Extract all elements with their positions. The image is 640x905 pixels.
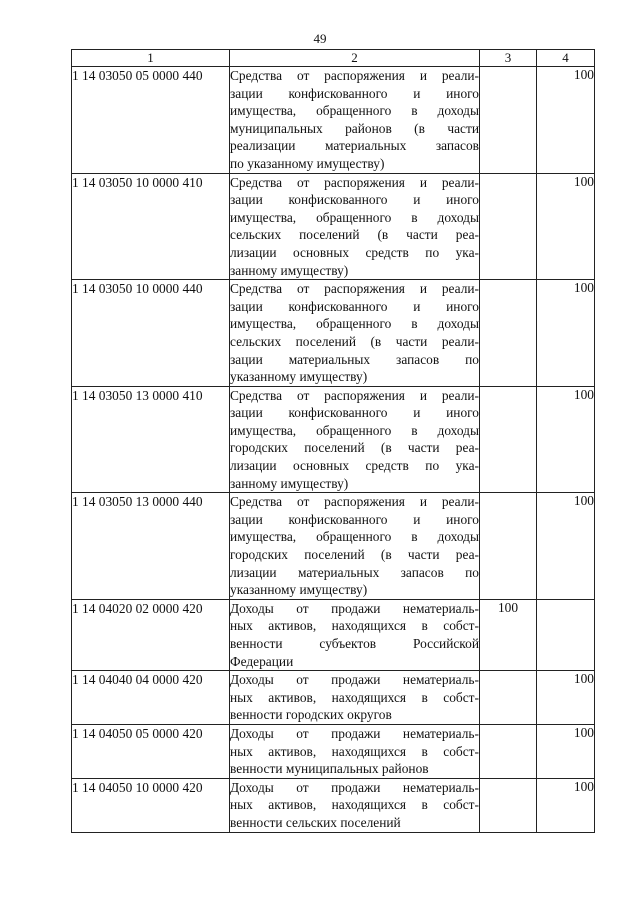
column-4-value: 100 [537,173,595,280]
table-row [72,493,595,600]
table-row [72,67,595,174]
description-line: Средства от распоряжения и реали- [230,281,479,297]
description-line: реализации материальных запасов [230,138,479,154]
page-number: 49 [313,31,327,46]
description-line: венности субъектов Российской [230,636,479,651]
column-3-value [480,724,537,778]
description-line: зации материальных запасов по [230,351,479,367]
description-line: ных активов, находящихся в собст- [230,618,479,634]
column-header-4: 4 [537,50,595,67]
description-line: имущества, обращенного в доходы [230,316,479,332]
description-line: Средства от распоряжения и реали- [230,68,479,83]
revenue-code: 1 14 04040 04 0000 420 [72,671,230,725]
description-line: занному имуществу) [230,475,349,491]
revenue-description [230,173,480,280]
column-header-3: 3 [480,50,537,67]
column-4-value: 100 [537,671,595,725]
table-row [72,386,595,493]
description-line: сельских поселений (в части реали- [230,333,479,349]
description-line: муниципальных районов (в части [230,120,479,136]
revenue-description [230,671,480,725]
description-line: Доходы от продажи нематериаль- [230,600,479,616]
column-4-value: 100 [537,280,595,387]
description-line: венности сельских поселений [230,814,401,830]
description-line: указанному имуществу) [230,369,368,385]
column-3-value [480,67,537,174]
description-line: занному имуществу) [230,262,349,278]
column-4-value [537,599,595,670]
description-line: городских поселений (в части реа- [230,547,479,563]
description-line: городских поселений (в части реа- [230,440,479,456]
description-line: имущества, обращенного в доходы [230,529,479,545]
revenue-description [230,599,480,670]
table-row [72,724,595,778]
description-line: зации конфискованного и иного [230,85,479,101]
revenue-description [230,724,480,778]
column-header-1: 1 [72,50,230,67]
revenue-code: 1 14 03050 10 0000 440 [72,280,230,387]
description-line: Средства от распоряжения и реали- [230,494,479,510]
description-line: лизации основных средств по ука- [230,458,479,474]
description-line: зации конфискованного и иного [230,298,479,314]
description-line: сельских поселений (в части реа- [230,227,479,243]
table-row [72,778,595,832]
table-header-row [72,50,595,67]
column-4-value: 100 [537,778,595,832]
revenue-description [230,67,480,174]
description-line: венности городских округов [230,707,392,723]
description-line: Доходы от продажи нематериаль- [230,725,479,741]
column-header-2: 2 [230,50,480,67]
description-line: ных активов, находящихся в собст- [230,689,479,705]
column-3-value [480,386,537,493]
description-line: венности муниципальных районов [230,761,429,777]
description-line: лизации материальных запасов по [230,564,479,580]
column-3-value [480,280,537,387]
description-line: имущества, обращенного в доходы [230,422,479,438]
revenue-description [230,778,480,832]
revenue-code: 1 14 04050 10 0000 420 [72,778,230,832]
description-line: имущества, обращенного в доходы [230,209,479,225]
description-line: указанному имуществу) [230,582,368,598]
description-line: по указанному имуществу) [230,155,385,171]
description-line: Доходы от продажи нематериаль- [230,779,479,795]
revenue-code: 1 14 03050 10 0000 410 [72,173,230,280]
column-4-value: 100 [537,493,595,600]
revenue-code: 1 14 03050 13 0000 410 [72,386,230,493]
column-3-value: 100 [480,599,537,670]
column-4-value: 100 [537,386,595,493]
description-line: ных активов, находящихся в собст- [230,743,479,759]
description-line: Средства от распоряжения и реали- [230,387,479,403]
description-line: зации конфискованного и иного [230,405,479,421]
column-3-value [480,778,537,832]
column-3-value [480,671,537,725]
description-line: зации конфискованного и иного [230,192,479,208]
revenue-code: 1 14 04050 05 0000 420 [72,724,230,778]
column-3-value [480,493,537,600]
revenue-codes-table [71,49,595,833]
column-4-value: 100 [537,724,595,778]
description-line: Средства от распоряжения и реали- [230,174,479,190]
table-row [72,173,595,280]
description-line: зации конфискованного и иного [230,511,479,527]
revenue-code: 1 14 03050 13 0000 440 [72,493,230,600]
table-row [72,599,595,670]
revenue-description [230,386,480,493]
description-line: имущества, обращенного в доходы [230,103,479,119]
revenue-code: 1 14 04020 02 0000 420 [72,599,230,670]
revenue-description [230,493,480,600]
table-row [72,671,595,725]
column-4-value: 100 [537,67,595,174]
revenue-code: 1 14 03050 05 0000 440 [72,67,230,174]
description-line: Доходы от продажи нематериаль- [230,672,479,688]
description-line: ных активов, находящихся в собст- [230,797,479,813]
column-3-value [480,173,537,280]
revenue-description [230,280,480,387]
description-line: лизации основных средств по ука- [230,244,479,260]
table-row [72,280,595,387]
description-line: Федерации [230,653,294,669]
